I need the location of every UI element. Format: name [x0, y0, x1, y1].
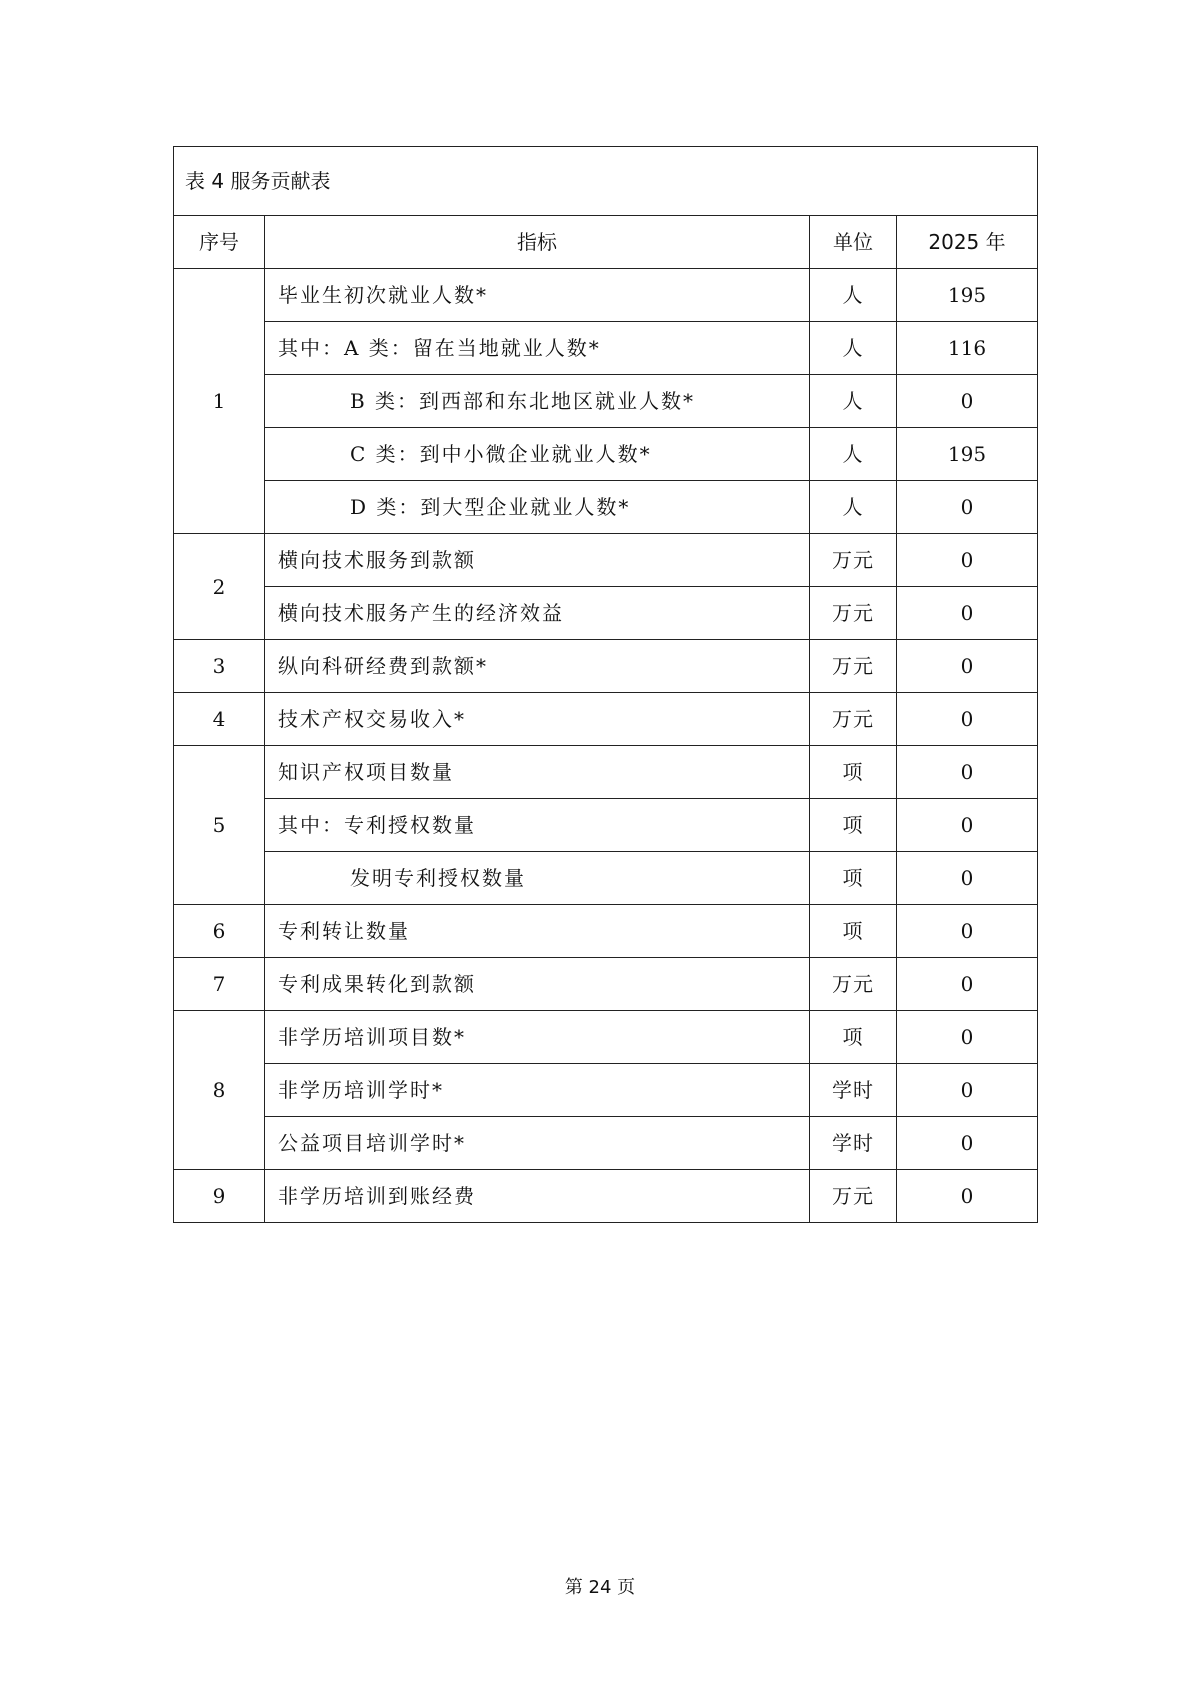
indicator-cell: 非学历培训项目数* [265, 1011, 810, 1064]
header-unit: 单位 [810, 216, 897, 269]
unit-cell: 项 [810, 746, 897, 799]
seq-cell: 8 [174, 1011, 265, 1170]
value-cell: 0 [897, 375, 1038, 428]
indicator-cell: 横向技术服务产生的经济效益 [265, 587, 810, 640]
table-row [174, 640, 1038, 693]
unit-cell: 项 [810, 1011, 897, 1064]
value-cell: 0 [897, 1064, 1038, 1117]
value-cell: 0 [897, 587, 1038, 640]
value-cell: 0 [897, 1011, 1038, 1064]
seq-cell: 6 [174, 905, 265, 958]
table-row [174, 481, 1038, 534]
table-row [174, 375, 1038, 428]
value-cell: 0 [897, 1117, 1038, 1170]
table-body [174, 269, 1038, 1223]
value-cell: 0 [897, 481, 1038, 534]
service-contribution-table [173, 146, 1038, 1223]
indicator-cell: D 类：到大型企业就业人数* [265, 481, 810, 534]
value-cell: 0 [897, 852, 1038, 905]
seq-cell: 2 [174, 534, 265, 640]
unit-cell: 项 [810, 852, 897, 905]
seq-cell: 1 [174, 269, 265, 534]
value-cell: 195 [897, 428, 1038, 481]
page-number: 第 24 页 [564, 1577, 636, 1598]
header-indicator: 指标 [265, 216, 810, 269]
value-cell: 116 [897, 322, 1038, 375]
table-row [174, 905, 1038, 958]
indicator-cell: 横向技术服务到款额 [265, 534, 810, 587]
unit-cell: 万元 [810, 693, 897, 746]
value-cell: 195 [897, 269, 1038, 322]
table-row [174, 428, 1038, 481]
value-cell: 0 [897, 534, 1038, 587]
value-cell: 0 [897, 1170, 1038, 1223]
table-row [174, 958, 1038, 1011]
unit-cell: 人 [810, 428, 897, 481]
value-cell: 0 [897, 905, 1038, 958]
header-year: 2025 年 [897, 216, 1038, 269]
unit-cell: 学时 [810, 1117, 897, 1170]
indicator-cell: 专利转让数量 [265, 905, 810, 958]
value-cell: 0 [897, 799, 1038, 852]
value-cell: 0 [897, 640, 1038, 693]
unit-cell: 人 [810, 481, 897, 534]
unit-cell: 万元 [810, 640, 897, 693]
indicator-cell: 纵向科研经费到款额* [265, 640, 810, 693]
table-header-row [174, 216, 1038, 269]
indicator-cell: 公益项目培训学时* [265, 1117, 810, 1170]
indicator-cell: 专利成果转化到款额 [265, 958, 810, 1011]
indicator-cell: 其中：A 类：留在当地就业人数* [265, 322, 810, 375]
table-row [174, 746, 1038, 799]
table-caption-row [174, 147, 1038, 216]
seq-cell: 9 [174, 1170, 265, 1223]
table-row [174, 1011, 1038, 1064]
table-row [174, 799, 1038, 852]
value-cell: 0 [897, 746, 1038, 799]
unit-cell: 项 [810, 905, 897, 958]
unit-cell: 万元 [810, 534, 897, 587]
indicator-cell: C 类：到中小微企业就业人数* [265, 428, 810, 481]
table-row [174, 587, 1038, 640]
indicator-cell: 其中：专利授权数量 [265, 799, 810, 852]
seq-cell: 5 [174, 746, 265, 905]
unit-cell: 万元 [810, 1170, 897, 1223]
table-row [174, 1170, 1038, 1223]
unit-cell: 人 [810, 375, 897, 428]
unit-cell: 人 [810, 322, 897, 375]
unit-cell: 万元 [810, 587, 897, 640]
indicator-cell: 毕业生初次就业人数* [265, 269, 810, 322]
value-cell: 0 [897, 958, 1038, 1011]
indicator-cell: B 类：到西部和东北地区就业人数* [265, 375, 810, 428]
unit-cell: 项 [810, 799, 897, 852]
seq-cell: 7 [174, 958, 265, 1011]
table-row [174, 852, 1038, 905]
table-caption: 表 4 服务贡献表 [174, 147, 1038, 216]
table-row [174, 534, 1038, 587]
indicator-cell: 发明专利授权数量 [265, 852, 810, 905]
header-seq: 序号 [174, 216, 265, 269]
seq-cell: 3 [174, 640, 265, 693]
table-row [174, 1064, 1038, 1117]
seq-cell: 4 [174, 693, 265, 746]
value-cell: 0 [897, 693, 1038, 746]
table-row [174, 1117, 1038, 1170]
unit-cell: 万元 [810, 958, 897, 1011]
table-row [174, 322, 1038, 375]
unit-cell: 人 [810, 269, 897, 322]
indicator-cell: 非学历培训到账经费 [265, 1170, 810, 1223]
unit-cell: 学时 [810, 1064, 897, 1117]
indicator-cell: 知识产权项目数量 [265, 746, 810, 799]
indicator-cell: 非学历培训学时* [265, 1064, 810, 1117]
indicator-cell: 技术产权交易收入* [265, 693, 810, 746]
table-row [174, 693, 1038, 746]
table-row [174, 269, 1038, 322]
